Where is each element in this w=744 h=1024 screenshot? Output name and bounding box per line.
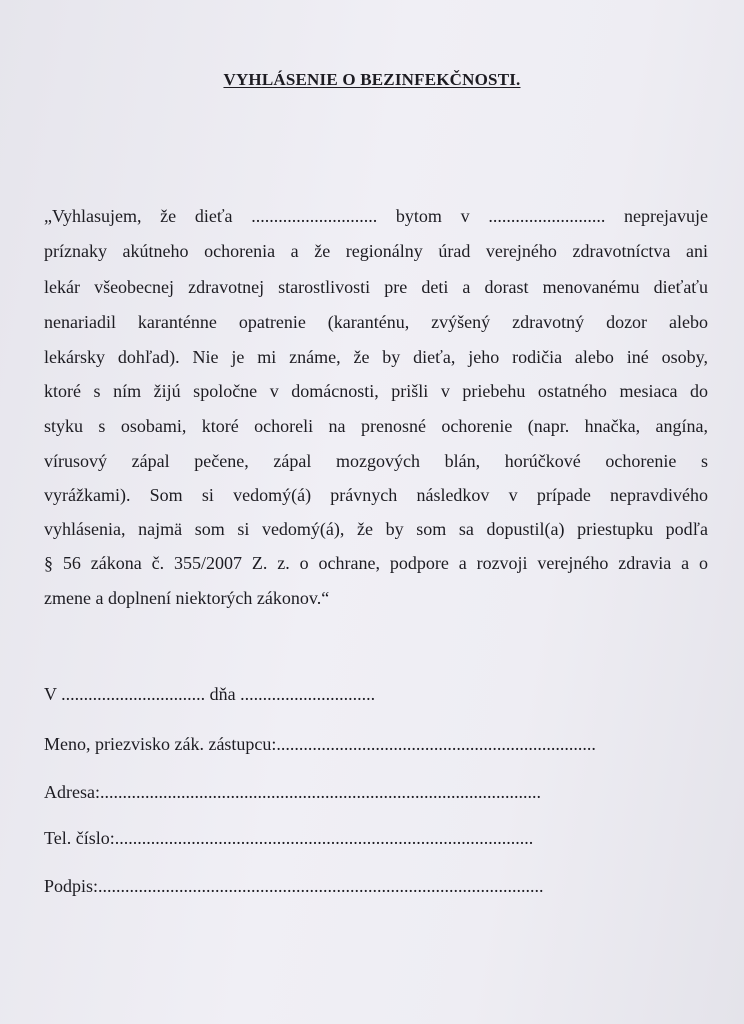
declaration-line: vyrážkami). Som si vedomý(á) právnych následkov v prípade nepravdivého <box>44 485 708 505</box>
declaration-line: ktoré s ním žijú spoločne v domácnosti, prišli v priebehu ostatného mesiaca do <box>44 381 708 401</box>
declaration-line: príznaky akútneho ochorenia a že regionálny úrad verejného zdravotníctva ani <box>44 241 708 261</box>
place-date-field[interactable]: V ................................ dňa .............................. <box>44 684 376 704</box>
guardian-name-field[interactable]: Meno, priezvisko zák. zástupcu:....................................................................... <box>44 734 596 754</box>
declaration-line: vírusový zápal pečene, zápal mozgových blán, horúčkové ochorenie s <box>44 451 708 471</box>
declaration-line: lekársky dohľad). Nie je mi známe, že by dieťa, jeho rodičia alebo iné osoby, <box>44 347 708 367</box>
declaration-line: vyhlásenia, najmä som si vedomý(á), že by som sa dopustil(a) priestupku podľa <box>44 519 708 539</box>
declaration-line: lekár všeobecnej zdravotnej starostlivosti pre deti a dorast menovanému dieťaťu <box>44 277 708 297</box>
document-title: VYHLÁSENIE O BEZINFEKČNOSTI. <box>223 70 521 89</box>
declaration-line: zmene a doplnení niektorých zákonov.“ <box>44 588 330 608</box>
declaration-line: styku s osobami, ktoré ochoreli na prenosné ochorenie (napr. hnačka, angína, <box>44 416 708 436</box>
signature-field[interactable]: Podpis:................................................................................................... <box>44 876 544 896</box>
phone-field[interactable]: Tel. číslo:............................................................................................. <box>44 828 534 848</box>
declaration-line: § 56 zákona č. 355/2007 Z. z. o ochrane, podpore a rozvoji verejného zdravia a o <box>44 553 708 573</box>
declaration-line: „Vyhlasujem, že dieťa ............................ bytom v .......................... neprejavuje <box>44 206 708 226</box>
declaration-line: nenariadil karanténne opatrenie (karanténu, zvýšený zdravotný dozor alebo <box>44 312 708 332</box>
address-field[interactable]: Adresa:.................................................................................................. <box>44 782 541 802</box>
